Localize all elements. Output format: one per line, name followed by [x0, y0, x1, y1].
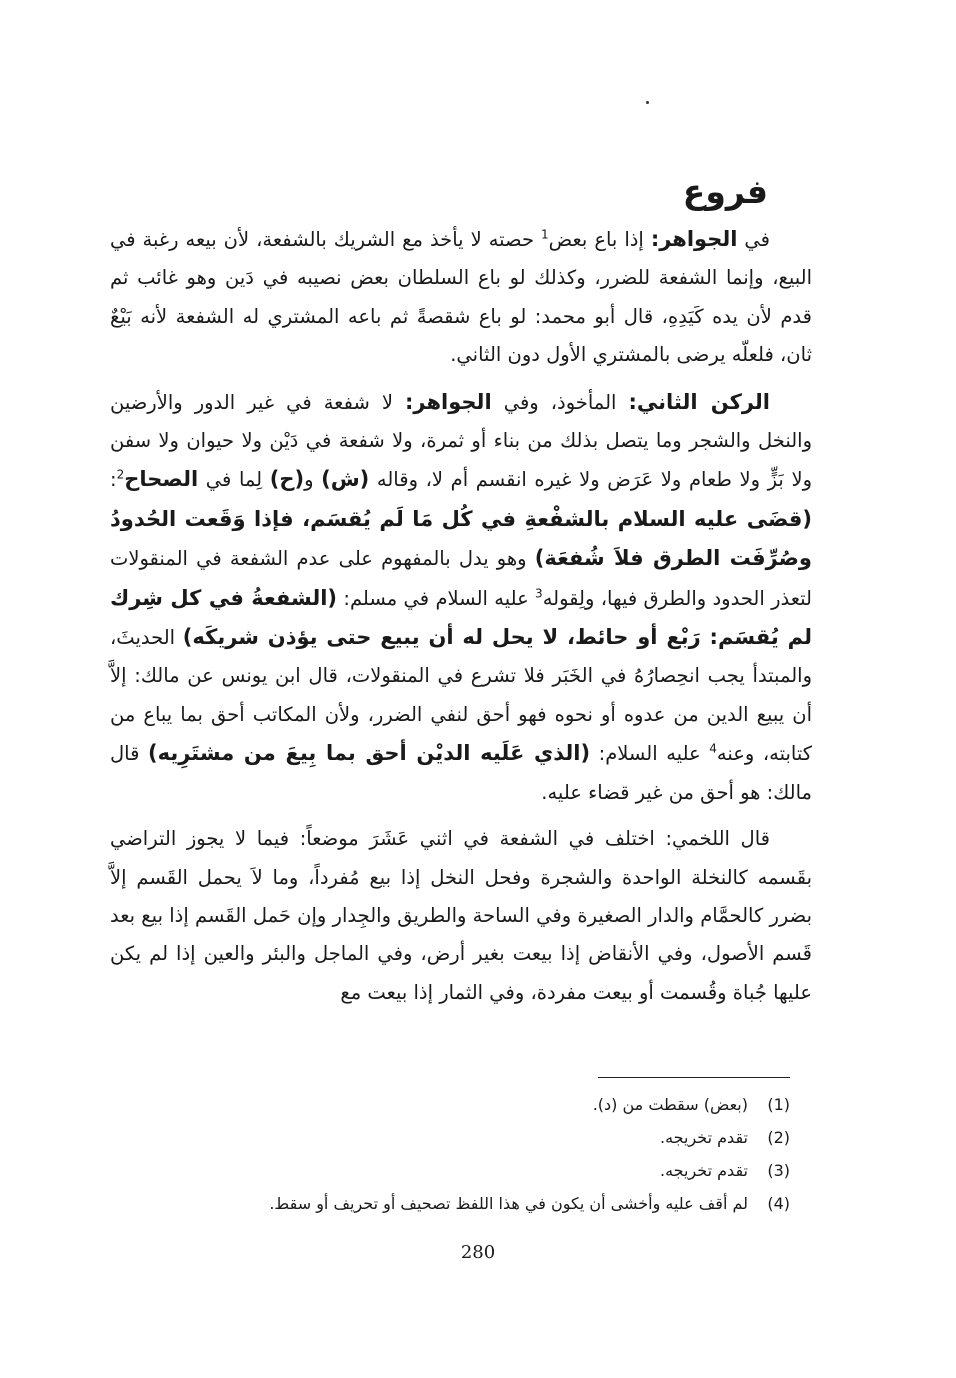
footnote-text: تقدم تخريجه. [660, 1128, 748, 1147]
source-name: الجواهر: [650, 227, 738, 251]
footnote-ref[interactable]: 2 [116, 467, 125, 482]
footnote-item [269, 1088, 790, 1121]
footnote-text: تقدم تخريجه. [660, 1161, 748, 1180]
paragraph-2 [110, 383, 812, 812]
text-run: لِما في [198, 468, 270, 492]
text-run: حصته لا يأخذ مع الشريك بالشفعة، لأن بيعه رغبة في البيع، وإنما الشفعة للضرر، وكذلك لو باع السلطان بعض نصيبه في دَين وهو غائب ثم قدم لأن يده كَيَدِهِ، قال أبو محمد: لو باع شقصةً ثم باعه المشتري له الشفعة لأنه بَيْعٌ ثان، فلعلّه يرضى بالمشتري الأول دون الثاني. [110, 228, 812, 367]
section-heading: فروع [682, 172, 768, 211]
footnote-text: لم أقف عليه وأخشى أن يكون في هذا اللفظ تصحيف أو تحريف أو سقط. [269, 1194, 748, 1213]
footnote-number: (4) [767, 1194, 790, 1213]
footnote-item [269, 1154, 790, 1187]
footnote-ref[interactable]: 4 [709, 741, 717, 756]
hadith-quote: (الشفعةُ في كل شِرك لم يُقسَم: رَبْع أو حائط، لا يحل له أن يبيع حتى يؤذن شريكَه) [110, 585, 812, 650]
text-run: وهو يدل بالمفهوم على عدم الشفعة في المنقولات لتعذر الحدود والطرق فيها، ولِقوله [110, 547, 812, 610]
footnote-number: (3) [767, 1161, 790, 1180]
text-run: المأخوذ، وفي [491, 390, 629, 414]
text-run: و [304, 468, 322, 492]
abbrev-label: (ح) [269, 467, 305, 492]
source-name: الصحاح [124, 467, 199, 492]
abbrev-label: (ش) [321, 467, 370, 492]
text-run: عليه السلام: [590, 742, 710, 766]
text-run: في [737, 228, 770, 251]
paragraph-3 [110, 820, 812, 1012]
footnotes [269, 1088, 790, 1220]
hadith-quote: (قضَى عليه السلام بالشفْعةِ في كُل مَا لَم يُقسَم، فإذا وَقَعت الحُدودُ وصُرِّفَت الطرق فلاَ شُفعَة) [110, 506, 812, 571]
footnote-number: (1) [767, 1095, 790, 1114]
main-text [110, 220, 812, 1012]
footnote-ref[interactable]: 3 [535, 586, 543, 601]
source-name: الجواهر: [405, 389, 492, 414]
ink-speck [646, 101, 649, 104]
footnote-item [269, 1121, 790, 1154]
text-run: قال اللخمي: اختلف في الشفعة في اثني عَشَرَ موضعاً: فيما لا يجوز التراضي بقَسمه كالنخلة الواحدة والشجرة وفحل النخل إذا بيع مُفرداً، وما لاَ يحمل القَسم إلاَّ بضرر كالحمَّام والدار الصغيرة وفي الساحة والطريق والجِدار وإن حَمل القَسم إذا بيع بعد قَسم الأصول، وفي الأنقاض إذا بيعت بغير أرض، وفي الماجل والبئر والعين إذا لم يكن عليها جُباة وقُسمت أو بيعت مفردة، وفي الثمار إذا بيعت مع [110, 827, 812, 1004]
paragraph-1 [110, 220, 812, 375]
text-run: قال مالك: هو أحق من غير قضاء عليه. [110, 742, 812, 804]
text-run: الحديثَ، والمبتدأ يجب انحِصارُهُ في الخَبَر فلا تشرع في المنقولات، قال ابن يونس عن مالك: إلاَّ أن يبيع الدين من عدوه أو نحوه فهو أحق لنفي الضرر، ولأن المكاتب أحق بما يباع من كتابته، وعنه [110, 626, 812, 766]
footnote-divider [598, 1077, 790, 1078]
hadith-quote: (الذي عَلَيه الديْن أحق بما بِيعَ من مشتَرِيه) [148, 741, 591, 766]
footnote-number: (2) [767, 1128, 790, 1147]
text-run: إذا باع بعض [548, 228, 651, 251]
section-label: الركن الثاني: [628, 389, 770, 414]
text-run: لا شفعة في غير الدور والأرضين والنخل والشجر وما يتصل بذلك من بناء أو ثمرة، ولا شفعة في دَيْن ولا حيوان ولا سفن ولا بَزٍّ ولا طعام ولا عَرَض ولا غيره انقسم أم لا، وقاله [110, 390, 812, 492]
footnote-ref[interactable]: 1 [540, 227, 549, 242]
footnote-item [269, 1187, 790, 1220]
text-run: : [110, 468, 117, 492]
text-run: عليه السلام في مسلم: [337, 586, 536, 610]
footnote-text: (بعض) سقطت من (د). [592, 1095, 748, 1114]
page-number: 280 [460, 1242, 496, 1263]
